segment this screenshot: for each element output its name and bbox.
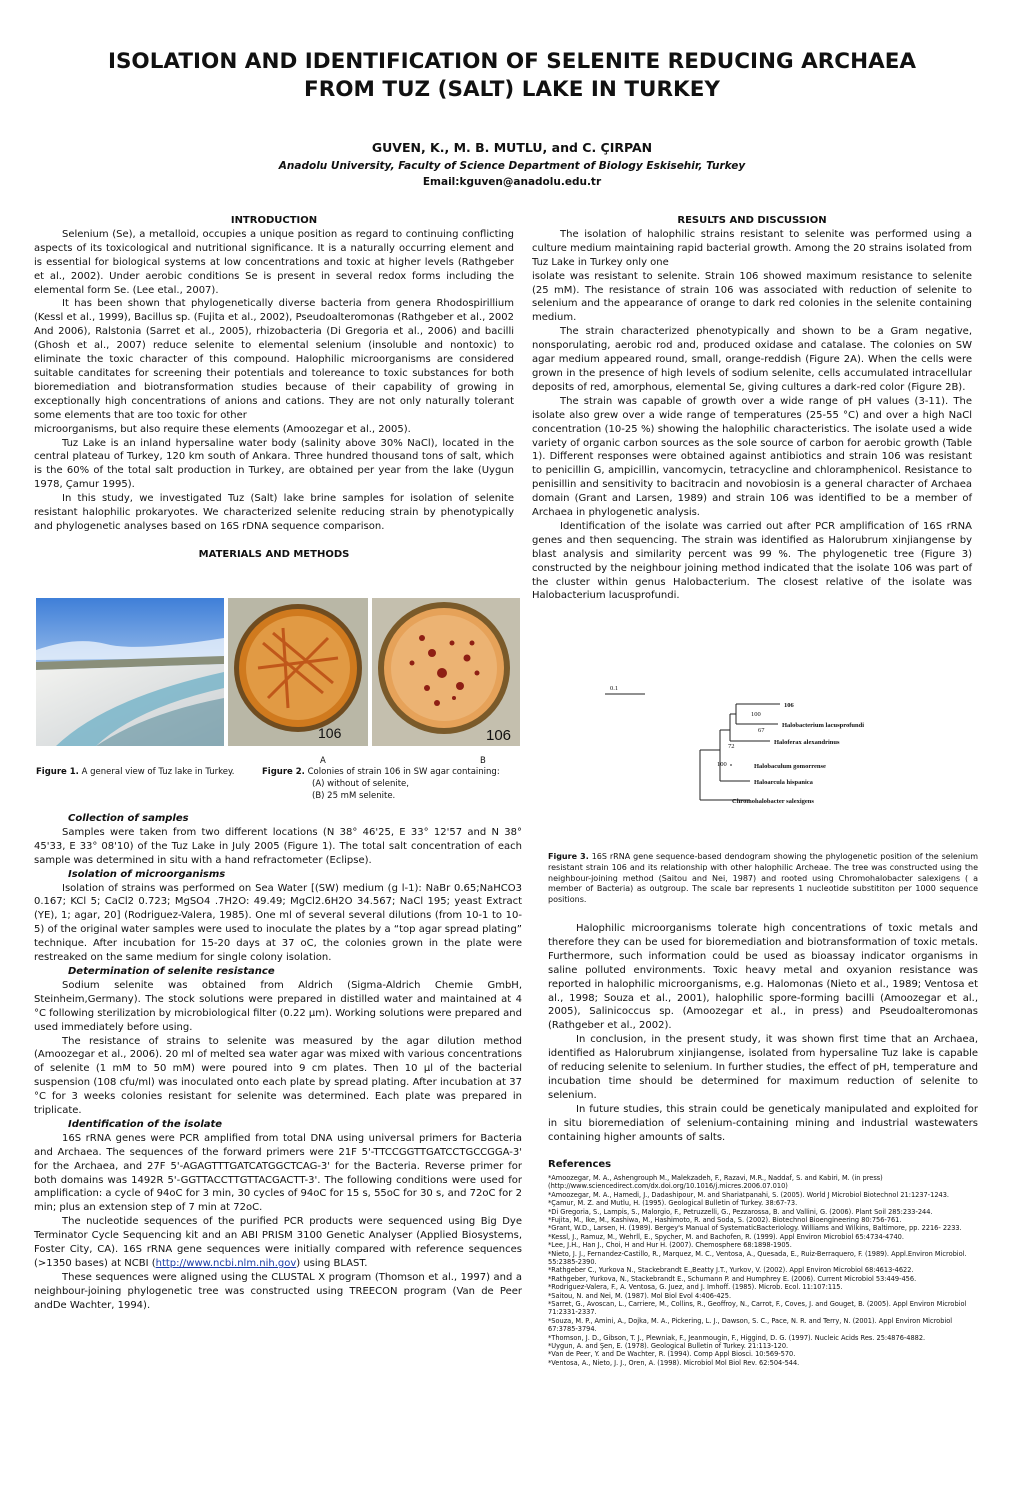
reference-item: *Çamur, M. Z. and Mutlu, H. (1995). Geological Bulletin of Turkey. 38:67-73. bbox=[548, 1199, 798, 1208]
fig1-label: Figure 1. bbox=[36, 767, 79, 777]
reference-item: *Nieto, J. J., Fernandez-Castillo, R., Marquez, M. C., Ventosa, A., Quesada, E., Ruiz-Berraquero, F. (1989). Appl.Environ Microbiol. 55:2385-2390. bbox=[548, 1249, 967, 1266]
intro-p2: It has been shown that phylogenetically diverse bacteria from genera Rhodospirillium (Kessl et al., 1999), Bacillus sp. (Fujita et al., 2002), Pseudoalteromonas (Rathgeber et al., 2002 And 2006), Ralstonia (Sarret et al., 2005), rhizobacteria (Di Gregoria et al., 2006) and bacilli (Ghosh et al., 2007) reduce selenite to elemental selenium (insoluble and nontoxic) to eliminate the toxic character of this compound. Halophilic microorganisms are considered suitable canditates for screening their potentials and tolereance to toxic substances for both bioremediation and biotransformation studies because of their capability of growing in exceptionally high concentrations of anions and cations. They are not only naturally tolerant some elements that are too toxic for other bbox=[34, 298, 514, 421]
results-section bbox=[532, 214, 972, 603]
poster-title bbox=[20, 48, 1004, 104]
discussion-p2: In conclusion, in the present study, it was shown first time that an Archaea, identified as Halorubrum xinjiangense, isolated from hypersaline Tuz lake is capable of reducing selenite to selenium. In further studies, the effect of pH, temperature and incubation time should be determined for maximum reduction of selenite to selenium. bbox=[548, 1034, 978, 1101]
results-p1: The isolation of halophilic strains resistant to selenite was performed using a culture medium maintaining rapid bacterial growth. Among the 20 strains isolated from Tuz Lake in Turkey only one bbox=[532, 228, 972, 268]
reference-item: *Van de Peer, Y. and De Wachter, R. (1994). Comp Appl Biosci. 10:569-570. bbox=[548, 1350, 796, 1359]
taxon-106: 106 bbox=[784, 702, 794, 709]
label-b: B bbox=[480, 756, 486, 766]
references-section bbox=[548, 1158, 978, 1367]
intro-p4: In this study, we investigated Tuz (Salt) lake brine samples for isolation of selenite resistant halophilic prokaryotes. We characterized selenite reducing strain by phenotypically and phylogenetic analyses based on 16S rDNA sequence comparison. bbox=[34, 493, 514, 532]
references-list bbox=[548, 1174, 978, 1367]
reference-item: *Thomson, J. D., Gibson, T. J., Plewniak, F., Jeanmougin, F., Higgind, D. G. (1997). Nucleic Acids Res. 25:4876-4882. bbox=[548, 1333, 926, 1342]
discussion-p3: In future studies, this strain could be geneticaly manipulated and exploited for in situ bioremediation of selenium-containing mining and industrial wastewaters containing higher amounts of salts. bbox=[548, 1103, 978, 1143]
identification-text-b-post: ) using BLAST. bbox=[296, 1258, 368, 1269]
intro-heading: INTRODUCTION bbox=[230, 215, 318, 226]
authors: GUVEN, K., M. B. MUTLU, and C. ÇIRPAN bbox=[371, 140, 653, 155]
affiliation: Anadolu University, Faculty of Science Department of Biology Eskisehir, Turkey bbox=[278, 160, 746, 172]
title-line-2: FROM TUZ (SALT) LAKE IN TURKEY bbox=[304, 77, 720, 102]
discussion-section bbox=[548, 922, 978, 1145]
email: Email:kguven@anadolu.edu.tr bbox=[422, 176, 602, 188]
figure-1-caption bbox=[36, 766, 266, 778]
tuz-lake-photo bbox=[36, 598, 224, 746]
title-line-1: ISOLATION AND IDENTIFICATION OF SELENITE REDUCING ARCHAEA bbox=[107, 49, 917, 74]
identification-text-b bbox=[34, 1215, 522, 1271]
results-p3: The strain was capable of growth over a wide range of pH values (3-11). The isolate also grew over a wide range of temperatures (25-55 °C) and over a high NaCl concentration (10-25 %) showing the halophilic characteristics. The isolate used a wide variety of organic carbon sources as the sole source of carbon for aerobic growth (Table 1). Different responses were obtained against antibiotics and strain 106 was resistant to penicillin G, ampicillin, vancomycin, tetracycline and chloramphenicol. Resistance to penisillin and sensitivity to bacitracin and novobiosin is a general character of Archaea domain (Grant and Larsen, 1989) and strain 106 was identified to be a member of Archaea in phylogenetic analysis. bbox=[532, 395, 972, 519]
reference-item: *Kessl, J., Ramuz, M., Wehrll, E., Spycher, M. and Bachofen, R. (1999). Appl Environ Microbiol 65:4734-4740. bbox=[548, 1232, 904, 1241]
intro-p1: Selenium (Se), a metalloid, occupies a unique position as regard to continuing conflicting aspects of its toxicological and nutritional significance. It is a naturally occurring element and is essential for biological systems at low concentrations and toxic at higher levels (Rathgeber et al., 2002). Under aerobic conditions Se is present in several redox forms including the elemental form Se. (Lee etal., 2007). bbox=[34, 228, 514, 296]
reference-item: *Saitou, N. and Nei, M. (1987). Mol Biol Evol 4:406-425. bbox=[548, 1291, 732, 1300]
references-heading: References bbox=[548, 1159, 612, 1170]
methods-section bbox=[34, 812, 522, 1313]
fig2-line3: (B) 25 mM selenite. bbox=[312, 791, 396, 801]
identification-heading: Identification of the isolate bbox=[68, 1118, 223, 1130]
label-a: A bbox=[320, 756, 326, 766]
discussion-p1: Halophilic microorganisms tolerate high concentrations of toxic metals and therefore they can be used for bioremediation and biotransformation of toxic metals. Furthermore, such information could be used as bioassay indicator organisms in saline polluted environments. Toxic heavy metal and oxyanion resistance was reported in halophilic microorganisms, e.g. Halomonas (Nieto et al., 1989; Ventosa et al., 1998; Souza et al., 2001), halophilic spore-forming bacilli (Amoozegar et al., 2005), Salinicoccus sp. (Amoozegar et al., in press) and Pseudoalteromonas (Rathgeber et al., 2002). bbox=[548, 923, 978, 1032]
bootstrap-72: 72 bbox=[728, 743, 735, 750]
reference-item: *Rathgeber C., Yurkova N., Stackebrandt E.,Beatty J.T., Yurkov, V. (2002). Appl Environ Microbiol 68:4613-4622. bbox=[548, 1266, 914, 1275]
reference-item: *Fujita, M., Ike, M., Kashiwa, M., Hashimoto, R. and Soda, S. (2002). Biotechnol Bioengineering 80:756-761. bbox=[548, 1215, 902, 1224]
tree-scale-label: 0.1 bbox=[610, 685, 619, 692]
reference-item: *Souza, M. P., Amini, A., Dojka, M. A., Pickering, L. J., Dawson, S. C., Pace, N. R. and Terry, N. (2001). Appl Environ Microbiol 67:3785-3794. bbox=[548, 1316, 953, 1334]
results-p4: Identification of the isolate was carried out after PCR amplification of 16S rRNA genes and then sequencing. The strain was identified as Halorubrum xinjiangense by blast analysis and similarity percent was 99 %. The phylogenetic tree (Figure 3) constructed by the neighbour joining method indicated that the isolate 106 was part of the cluster within genus Halobacterium. The closest relative of the isolate was Halobacterium lacusprofundi. bbox=[532, 520, 972, 602]
methods-heading: MATERIALS AND METHODS bbox=[198, 548, 350, 560]
intro-p3: Tuz Lake is an inland hypersaline water body (salinity above 30% NaCl), located in the central plateau of Turkey, 120 km south of Ankara. Three hundred thousand tons of salt, which is the 60% of the total salt production in Turkey, are obtained per year from the lake (Uygun 1978, Çamur 1995). bbox=[34, 437, 514, 491]
isolation-text: Isolation of strains was performed on Sea Water [(SW) medium (g l-1): NaBr 0.65;NaHCO3 0.167; KCl 5; CaCl2 0.723; MgSO4 .7H2O: 49.49; MgCl2.6H2O 34.567; NaCl 195; yeast Extract (YE), 1; agar, 20] (Rodriguez-Valera, 1985). One ml of several several dilutions (from 10-1 to 10-5) of the original water samples were used to inoculate the plates by a “top agar spread plating” technique. After incubation for 15-20 days at 37 oC, the colonies grown in the plate were restreaked on the same medium for single colony isolation. bbox=[34, 882, 522, 964]
figure-3-caption bbox=[548, 852, 978, 906]
bootstrap-100a: 100 bbox=[751, 711, 761, 718]
introduction-section bbox=[34, 214, 514, 562]
taxon-halobacterium: Halobacterium lacusprofundi bbox=[782, 722, 865, 729]
bootstrap-100b: 100 bbox=[717, 761, 727, 768]
reference-item: *Sarret, G., Avoscan, L., Carriere, M., Collins, R., Geoffroy, N., Carrot, F., Coves, J. and Gouget, B. (2005). Appl Environ Microbiol 71:2331-2337. bbox=[548, 1300, 967, 1317]
identification-text-b-pre: The nucleotide sequences of the purified PCR products were sequenced using Big Dye Terminator Cycle Sequencing kit and an ABI PRISM 3100 Genetic Analyser (Applied Biosystems, Foster City, CA). 16S rRNA gene sequences were initially compared with reference sequences (>1350 bases) at NCBI ( bbox=[34, 1216, 522, 1269]
phylogenetic-tree bbox=[600, 680, 900, 810]
isolation-heading: Isolation of microorganisms bbox=[68, 868, 226, 880]
figure-2-caption bbox=[262, 766, 524, 802]
reference-item: *Uygun, A. and Şen, E. (1978). Geological Bulletin of Turkey. 21:113-120. bbox=[548, 1342, 789, 1351]
reference-item: *Rodriguez-Valera, F., A. Ventosa, G. Juez, and J. Imhoff. (1985). Microb. Ecol. 11:107:115. bbox=[548, 1283, 843, 1292]
fig2-label: Figure 2. bbox=[262, 767, 305, 777]
results-p1b: isolate was resistant to selenite. Strain 106 showed maximum resistance to selenite (25 mM). The resistance of strain 106 was associated with reduction of selenite to selenium and the appearance of orange to dark red colonies in the selenite containing medium. bbox=[532, 270, 972, 324]
fig2-line2: (A) without of selenite, bbox=[312, 779, 409, 789]
intro-p2b: microorganisms, but also require these elements (Amoozegar et al., 2005). bbox=[34, 423, 411, 435]
fig2-text: Colonies of strain 106 in SW agar containing: bbox=[304, 767, 500, 777]
plate-a-label: 106 bbox=[318, 725, 342, 741]
plate-b-photo bbox=[372, 598, 520, 746]
resistance-text-a: Sodium selenite was obtained from Aldrich (Sigma-Aldrich Chemie GmbH, Steinheim,Germany). The stock solutions were prepared in distilled water and maintained at 4 °C following sterilization by microbiological filter (0.22 µm). Working solutions were prepared and used immediately before using. bbox=[34, 979, 522, 1033]
fig3-label: Figure 3. bbox=[548, 852, 589, 861]
collection-text: Samples were taken from two different locations (N 38° 46'25, E 33° 12'57 and N 38° 45'33, E 33° 08'10) of the Tuz Lake in July 2005 (Figure 1). The total salt concentration of each sample was determined in situ with a hand refractometer (Eclipse). bbox=[34, 826, 522, 866]
taxon-haloarcula: Haloarcula hispanica bbox=[754, 779, 813, 786]
bootstrap-67: 67 bbox=[758, 727, 765, 734]
plate-b-label: 106 bbox=[486, 727, 512, 744]
plate-a-photo bbox=[228, 598, 368, 746]
taxon-haloferax: Haloferax alexandrinus bbox=[774, 739, 840, 746]
resistance-heading: Determination of selenite resistance bbox=[68, 965, 275, 977]
identification-text-a: 16S rRNA genes were PCR amplified from total DNA using universal primers for Bacteria and Archaea. The sequences of the forward primers were 21F 5'-TTCCGGTTGATCCTGCCGGA-3' for the Archaea, and 27F 5'-AGAGTTTGATCATGGCTCAG-3' for the Bacteria. Reverse primer for both domains was 1492R 5'-GGTTACCTTGTTACGACTT-3'. The following conditions were used for amplification: a cycle of 94oC for 3 min, 30 cycles of 94oC for 15 s, 55oC for 30 s, and 72oC for 2 min; plus an extension step of 7 min at 72oC. bbox=[34, 1132, 522, 1214]
reference-item: *Grant, W.D., Larsen, H. (1989). Bergey's Manual of SystematicBacteriology. Williams and Wilkins, Baltimore, pp. 2216- 2233. bbox=[548, 1224, 962, 1233]
results-heading: RESULTS AND DISCUSSION bbox=[677, 215, 827, 226]
results-p2: The strain characterized phenotypically and shown to be a Gram negative, nonsporulating, aerobic rod and, produced oxidase and catalase. The colonies on SW agar medium appeared round, small, orange-reddish (Figure 2A). When the cells were grown in the presence of high levels of sodium selenite, cells accumulated intracellular deposits of red, amorphous, elemental Se, giving cultures a dark-red color (Figure 2B). bbox=[532, 326, 972, 393]
reference-item: *Amoozegar, M. A., Ashengrouph M., Malekzadeh, F., Razavi, M.R., Naddaf, S. and Kabiri, M. (in press) (http://www.sciencedirect.com/dx.doi.org/10.1016/j.micres.2006.07.010) bbox=[548, 1173, 883, 1191]
collection-heading: Collection of samples bbox=[68, 813, 189, 824]
identification-text-c: These sequences were aligned using the CLUSTAL X program (Thomson et al., 1997) and a neighbour-joining phylogenetic tree was constructed using TREECON program (Van de Peer andDe Wachter, 1994). bbox=[34, 1271, 522, 1311]
reference-item: *Lee, J.H., Han J., Choi, H and Hur H. (2007). Chemosphere 68:1898-1905. bbox=[548, 1241, 792, 1250]
reference-item: *Di Gregoria, S., Lampis, S., Malorgio, F., Petruzzelli, G., Pezzarossa, B. and Vallini, G. (2006). Plant Soil 285:233-244. bbox=[548, 1207, 933, 1216]
fig3-text: 16S rRNA gene sequence-based dendogram showing the phylogenetic position of the selenium resistant strain 106 and its relationship with other halophilic Archeae. The tree was constructed using the neighbour-joining method (Saitou and Nei, 1987) and rooted using Chromohalobacter salexigens ( a member of Bacteria) as outgroup. The scale bar represents 1 nucleotide substititon per 1000 sequence positions. bbox=[548, 852, 979, 905]
resistance-text-b: The resistance of strains to selenite was measured by the agar dilution method (Amoozegar et al., 2006). 20 ml of melted sea water agar was mixed with various concentrations of selenite (1 mM to 50 mM) were poured into 9 cm plates. Then 10 µl of the bacterial suspension (108 cfu/ml) was inoculated onto each plate by spread plating. After incubation at 37 °C for 3 weeks colonies resistant for selenite was determined. Each plate was prepared in triplicate. bbox=[34, 1035, 522, 1117]
ncbi-link[interactable]: http://www.ncbi.nlm.nih.gov bbox=[155, 1258, 297, 1269]
reference-item: *Rathgeber, Yurkova, N., Stackebrandt E., Schumann P. and Humphrey E. (2006). Current Microbiol 53:449-456. bbox=[548, 1274, 917, 1283]
taxon-chromohalobacter: Chromohalobacter salexigens bbox=[732, 798, 814, 805]
fig1-text: A general view of Tuz lake in Turkey. bbox=[78, 767, 235, 777]
taxon-halobaculum: Halobaculum gomorrense bbox=[754, 763, 826, 770]
reference-item: *Amoozegar, M. A., Hamedi, J., Dadashipour, M. and Shariatpanahi, S. (2005). World J Microbiol Biotechnol 21:1237-1243. bbox=[548, 1190, 950, 1199]
reference-item: *Ventosa, A., Nieto, J. J., Oren, A. (1998). Microbiol Mol Biol Rev. 62:504-544. bbox=[548, 1358, 800, 1367]
